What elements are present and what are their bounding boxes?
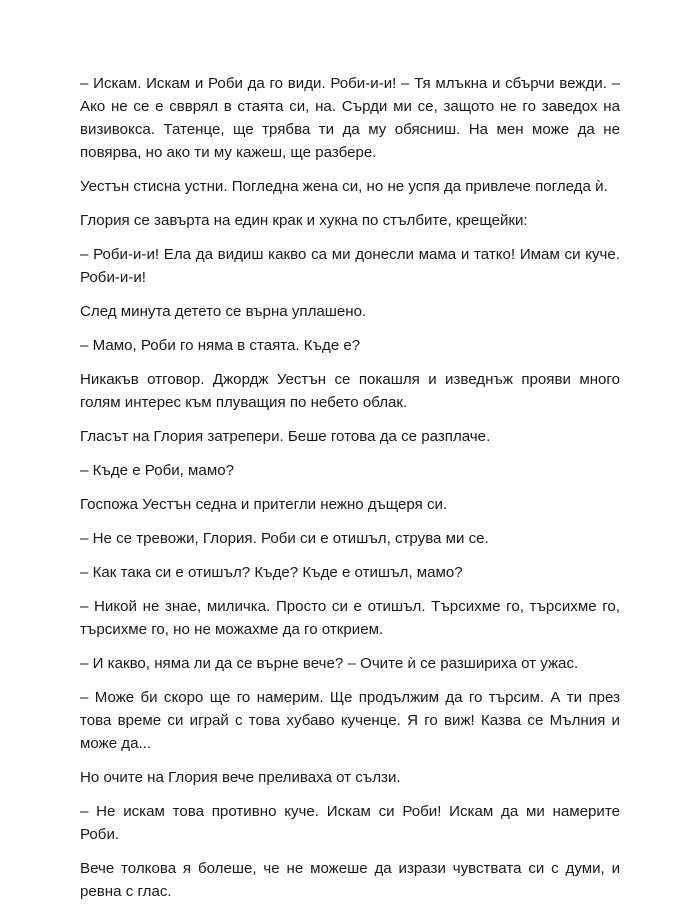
paragraph: – Не искам това противно куче. Искам си Роби! Искам да ми намерите Роби.: [80, 803, 620, 843]
paragraph: – Роби-и-и! Ела да видиш какво са ми донесли мама и татко! Имам си куче. Роби-и-и!: [80, 246, 620, 286]
paragraph: Вече толкова я болеше, че не можеше да изрази чувствата си с думи, и ревна с глас.: [80, 860, 620, 900]
paragraph: – Мамо, Роби го няма в стаята. Къде е?: [80, 337, 361, 354]
paragraph: Гласът на Глория затрепери. Беше готова да се разплаче.: [80, 428, 491, 445]
paragraph: Глория се завърта на един крак и хукна по стълбите, крещейки:: [80, 212, 528, 229]
paragraph: Но очите на Глория вече преливаха от сълзи.: [80, 769, 401, 786]
paragraph: – Къде е Роби, мамо?: [80, 462, 234, 479]
paragraph: Никакъв отговор. Джордж Уестън се покашля и изведнъж прояви много голям интерес към плуващия по небето облак.: [80, 371, 620, 411]
paragraph: След минута детето се върна уплашено.: [80, 303, 367, 320]
paragraph: – Може би скоро ще го намерим. Ще продължим да го търсим. А ти през това време си играй с това хубаво кученце. Я го виж! Казва се Мълния и може да...: [80, 689, 620, 752]
paragraph: – Как така си е отишъл? Къде? Къде е отишъл, мамо?: [80, 564, 463, 581]
paragraph: Уестън стисна устни. Погледна жена си, но не успя да привлече погледа ѝ.: [80, 178, 608, 195]
paragraph: – Не се тревожи, Глория. Роби си е отишъл, струва ми се.: [80, 530, 489, 547]
paragraph: – И какво, няма ли да се върне вече? – Очите ѝ се разшириха от ужас.: [80, 655, 579, 672]
document-body: [80, 72, 620, 914]
paragraph: – Искам. Искам и Роби да го види. Роби-и-и! – Тя млъкна и сбърчи вежди. – Ако не се е свврял в стаята си, на. Сърди ми се, защото не го заведох на визивокса. Татенце, ще трябва ти да му обясниш. На мен може да не повярва, но ако ти му кажеш, ще разбере.: [80, 75, 620, 161]
paragraph: Госпожа Уестън седна и притегли нежно дъщеря си.: [80, 496, 448, 513]
paragraph: – Никой не знае, миличка. Просто си е отишъл. Търсихме го, търсихме го, търсихме го, но не можахме да го открием.: [80, 598, 620, 638]
